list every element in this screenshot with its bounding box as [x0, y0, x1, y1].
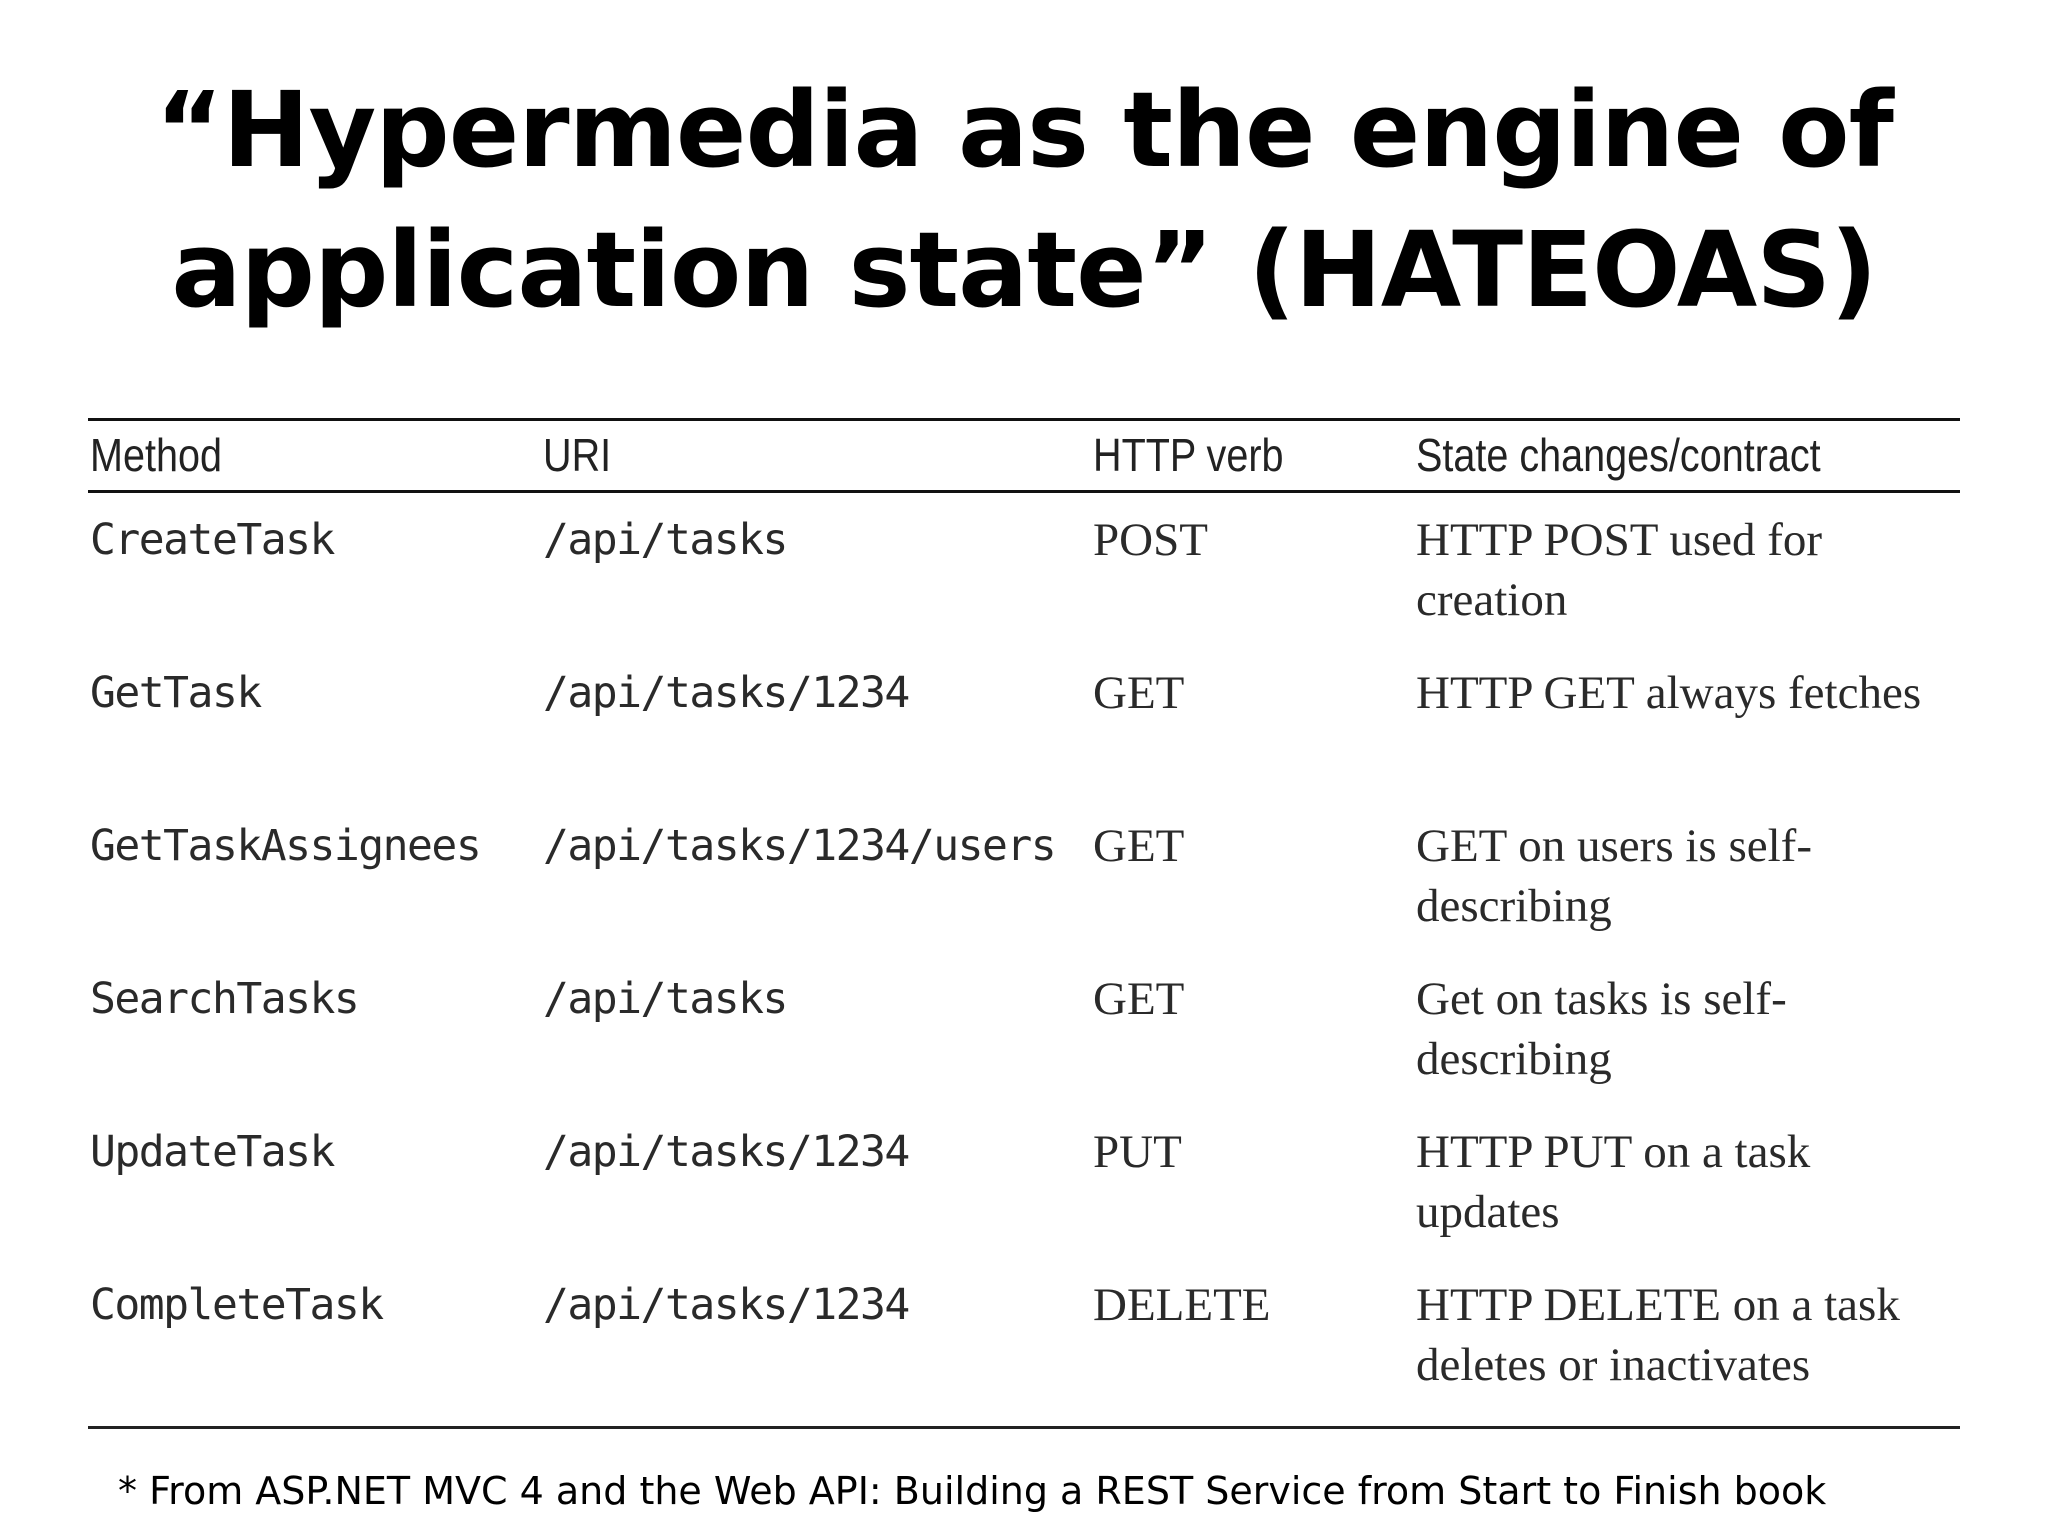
table-row: [88, 1108, 1960, 1261]
cell-uri: /api/tasks/1234: [543, 668, 909, 718]
cell-state: HTTP GET always fetches: [1416, 667, 1922, 719]
cell-http-verb: GET: [1093, 973, 1185, 1025]
table-row: [88, 1261, 1960, 1414]
cell-state: HTTP POST used for creation: [1416, 514, 1823, 626]
cell-uri: /api/tasks: [543, 974, 787, 1024]
table-row: [88, 955, 1960, 1108]
cell-http-verb: GET: [1093, 820, 1185, 872]
header-uri: URI: [543, 429, 612, 481]
cell-method: SearchTasks: [90, 974, 359, 1024]
cell-method: CompleteTask: [90, 1280, 383, 1330]
cell-method: UpdateTask: [90, 1127, 334, 1177]
header-state-changes: State changes/contract: [1416, 429, 1821, 481]
slide-title: [0, 60, 2048, 340]
table-header-row: [88, 418, 1960, 490]
table-header-rule: [88, 490, 1960, 493]
cell-uri: /api/tasks: [543, 515, 787, 565]
cell-http-verb: GET: [1093, 667, 1185, 719]
cell-uri: /api/tasks/1234/users: [543, 821, 1056, 871]
header-method: Method: [90, 429, 222, 481]
source-footnote: * From ASP.NET MVC 4 and the Web API: Building a REST Service from Start to Finish book: [118, 1469, 1827, 1513]
cell-state: HTTP DELETE on a task deletes or inactivates: [1416, 1279, 1900, 1391]
cell-state: HTTP PUT on a task updates: [1416, 1126, 1811, 1238]
cell-http-verb: POST: [1093, 514, 1208, 566]
cell-method: GetTaskAssignees: [90, 821, 481, 871]
cell-state: GET on users is self-describing: [1416, 820, 1812, 932]
cell-uri: /api/tasks/1234: [543, 1280, 909, 1330]
table-row: [88, 649, 1960, 802]
title-line-2: application state” (HATEOAS): [171, 209, 1877, 331]
table-row: [88, 496, 1960, 649]
table-bottom-rule: [88, 1426, 1960, 1429]
cell-http-verb: DELETE: [1093, 1279, 1271, 1331]
cell-method: CreateTask: [90, 515, 334, 565]
cell-state: Get on tasks is self-describing: [1416, 973, 1787, 1085]
cell-method: GetTask: [90, 668, 261, 718]
title-line-1: “Hypermedia as the engine of: [155, 69, 1893, 191]
cell-http-verb: PUT: [1093, 1126, 1182, 1178]
header-http-verb: HTTP verb: [1093, 429, 1284, 481]
cell-uri: /api/tasks/1234: [543, 1127, 909, 1177]
table-row: [88, 802, 1960, 955]
